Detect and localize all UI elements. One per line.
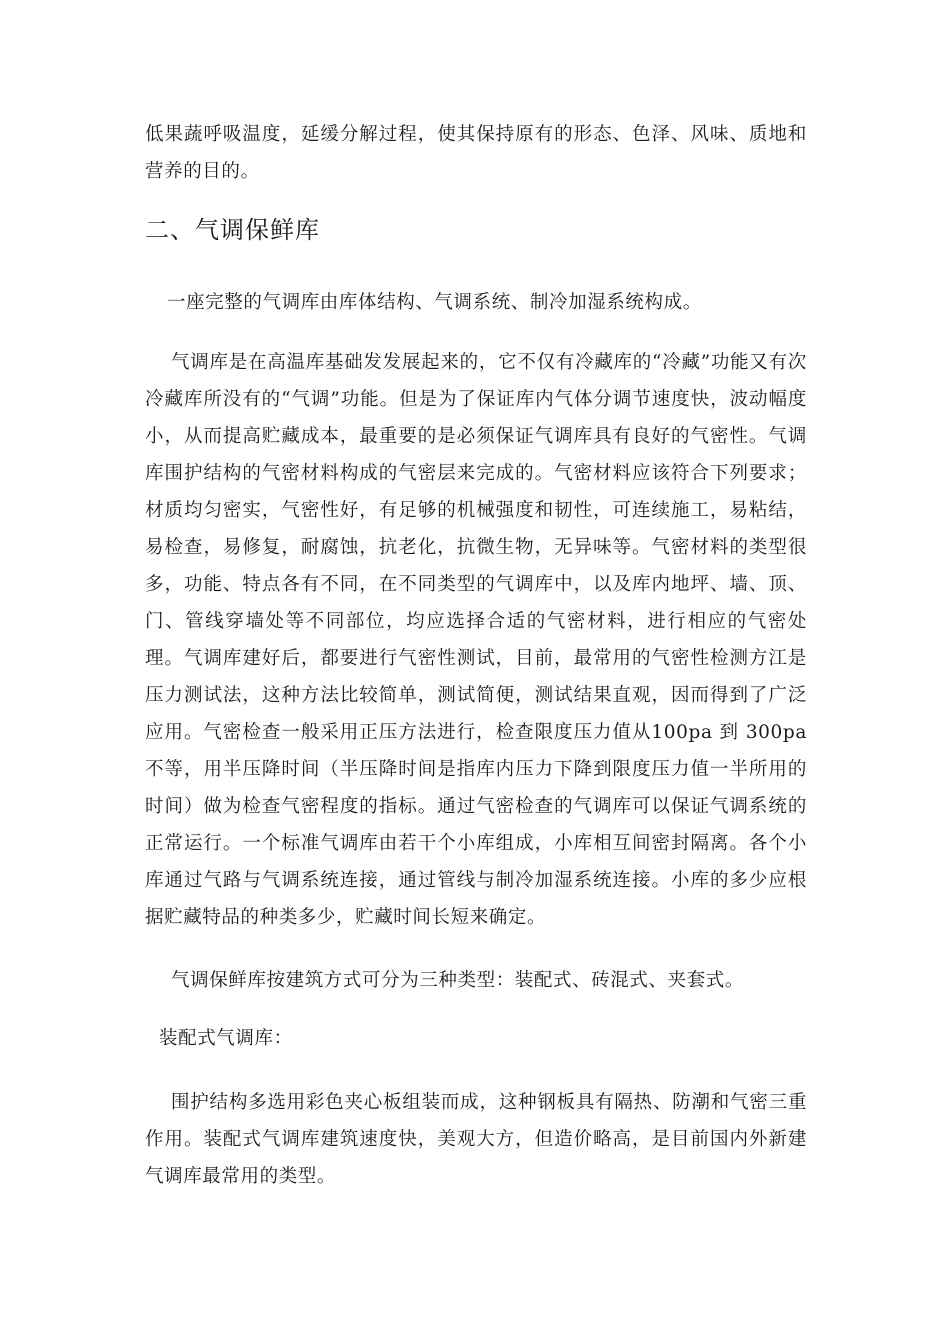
summary-paragraph: 一座完整的气调库由库体结构、气调系统、制冷加湿系统构成。 <box>167 292 702 313</box>
subheading-assembled: 装配式气调库： <box>159 1028 293 1049</box>
types-paragraph: 气调保鲜库按建筑方式可分为三种类型：装配式、砖混式、夹套式。 <box>171 970 745 991</box>
section-heading: 二、气调保鲜库 <box>145 216 320 244</box>
intro-paragraph: 低果蔬呼吸温度，延缓分解过程，使其保持原有的形态、色泽、风味、质地和营养的目的。 <box>145 124 807 182</box>
main-paragraph: 气调库是在高温库基础发发展起来的，它不仅有冷藏库的“冷藏”功能又有次冷藏库所没有的“气调”功能。但是为了保证库内气体分调节速度快，波动幅度小，从而提高贮藏成本，最重要的是必须保证气调库具有良好的气密性。气调库围护结构的气密材料构成的气密层来完成的。气密材料应该符合下列要求；材质均匀密实，气密性好，有足够的机械强度和韧性，可连续施工，易粘结，易检查，易修复，耐腐蚀，抗老化，抗微生物，无异味等。气密材料的类型很多，功能、特点各有不同，在不同类型的气调库中，以及库内地坪、墙、顶、门、管线穿墙处等不同部位，均应选择合适的气密材料，进行相应的气密处理。气调库建好后，都要进行气密性测试，目前，最常用的气密性检测方江是压力测试法，这种方法比较简单，测试简便，测试结果直观，因而得到了广泛应用。气密检查一般采用正压方法进行，检查限度压力值从100pa 到 300pa 不等，用半压降时间（半压降时间是指库内压力下降到限度压力值一半所用的时间）做为检查气密程度的指标。通过气密检查的气调库可以保证气调系统的正常运行。一个标准气调库由若干个小库组成，小库相互间密封隔离。各个小库通过气路与气调系统连接，通过管线与制冷加湿系统连接。小库的多少应根据贮藏特品的种类多少，贮藏时间长短来确定。 <box>145 352 807 928</box>
document-page <box>145 0 807 1344</box>
assembled-paragraph: 围护结构多选用彩色夹心板组装而成，这种钢板具有隔热、防潮和气密三重作用。装配式气调库建筑速度快，美观大方，但造价略高，是目前国内外新建气调库最常用的类型。 <box>145 1092 807 1187</box>
